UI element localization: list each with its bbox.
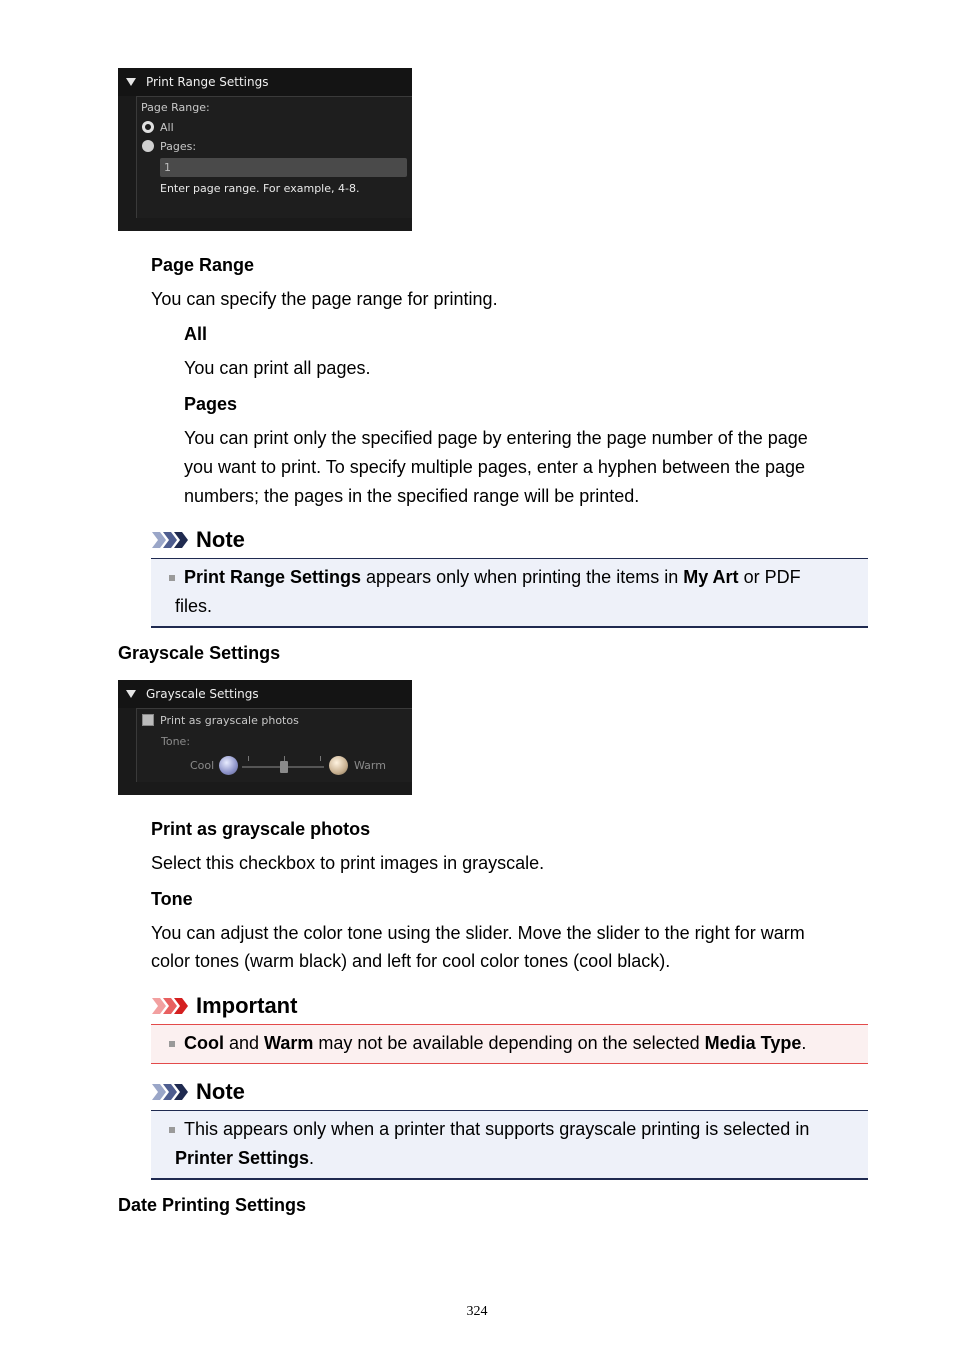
all-radio[interactable] xyxy=(142,121,154,133)
note-box-print-range xyxy=(151,558,868,628)
important-label xyxy=(152,993,297,1019)
pages-desc-line-1: You can print only the specified page by entering the page number of the page xyxy=(184,428,808,448)
bullet-icon xyxy=(169,1127,175,1133)
important-line: Cool and Warm may not be available depending on the selected Media Type. xyxy=(169,1029,806,1058)
page-range-label: Page Range: xyxy=(141,101,210,114)
print-range-settings-panel xyxy=(118,68,412,231)
important-box xyxy=(151,1024,868,1064)
cool-knob-icon[interactable] xyxy=(219,756,238,775)
page-range-desc: You can specify the page range for printing. xyxy=(151,289,498,309)
all-heading: All xyxy=(184,324,208,344)
collapse-triangle-icon[interactable] xyxy=(126,690,136,698)
cool-label: Cool xyxy=(190,759,215,772)
grayscale-settings-panel xyxy=(118,680,412,795)
warm-knob-icon[interactable] xyxy=(329,756,348,775)
pages-desc-line-2: you want to print. To specify multiple pages, enter a hyphen between the page xyxy=(184,457,806,477)
pages-radio[interactable] xyxy=(142,140,154,152)
tone-desc-line-1: You can adjust the color tone using the slider. Move the slider to the right for warm xyxy=(151,923,805,943)
pages-desc-line-3: numbers; the pages in the specified range will be printed. xyxy=(184,486,640,506)
bullet-icon xyxy=(169,575,175,581)
warm-label: Warm xyxy=(354,759,386,772)
page-range-hint: Enter page range. For example, 4-8. xyxy=(160,182,360,195)
tone-slider-tick xyxy=(248,756,249,761)
pages-radio-label: Pages: xyxy=(160,140,197,153)
all-desc: You can print all pages. xyxy=(184,358,371,378)
important-arrows-icon xyxy=(152,998,190,1014)
note-line-1: Print Range Settings appears only when printing the items in My Art or PDF xyxy=(169,563,801,592)
panel-header[interactable] xyxy=(118,680,412,708)
note-label xyxy=(152,527,245,553)
print-grayscale-heading: Print as grayscale photos xyxy=(151,819,371,839)
pages-heading: Pages xyxy=(184,394,238,414)
panel-body xyxy=(136,96,412,218)
tone-heading: Tone xyxy=(151,889,193,909)
important-title: Important xyxy=(196,993,298,1018)
grayscale-checkbox[interactable] xyxy=(142,714,154,726)
date-printing-heading: Date Printing Settings xyxy=(118,1195,307,1215)
note-arrows-icon xyxy=(152,532,190,548)
note-box-grayscale xyxy=(151,1110,868,1180)
note-line-2: Printer Settings. xyxy=(175,1148,315,1168)
panel-title: Print Range Settings xyxy=(146,75,269,89)
note-line-1: This appears only when a printer that supports grayscale printing is selected in xyxy=(169,1115,809,1144)
grayscale-settings-heading: Grayscale Settings xyxy=(118,643,281,663)
note-title: Note xyxy=(196,1079,245,1104)
tone-desc-line-2: color tones (warm black) and left for cool color tones (cool black). xyxy=(151,951,671,971)
panel-title: Grayscale Settings xyxy=(146,687,259,701)
collapse-triangle-icon[interactable] xyxy=(126,78,136,86)
note-arrows-icon xyxy=(152,1084,190,1100)
note-line-2: files. xyxy=(175,596,213,616)
tone-slider-thumb[interactable] xyxy=(280,761,288,773)
print-grayscale-desc: Select this checkbox to print images in grayscale. xyxy=(151,853,545,873)
note-title: Note xyxy=(196,527,245,552)
note-label xyxy=(152,1079,245,1105)
tone-slider-tick xyxy=(320,756,321,761)
page-number: 324 xyxy=(466,1304,488,1319)
bullet-icon xyxy=(169,1041,175,1047)
page-range-heading: Page Range xyxy=(151,255,255,275)
grayscale-checkbox-label: Print as grayscale photos xyxy=(160,714,299,727)
panel-header[interactable] xyxy=(118,68,412,96)
pages-input[interactable]: 1 xyxy=(160,158,407,177)
tone-label: Tone: xyxy=(161,735,191,748)
all-radio-label: All xyxy=(160,121,174,134)
